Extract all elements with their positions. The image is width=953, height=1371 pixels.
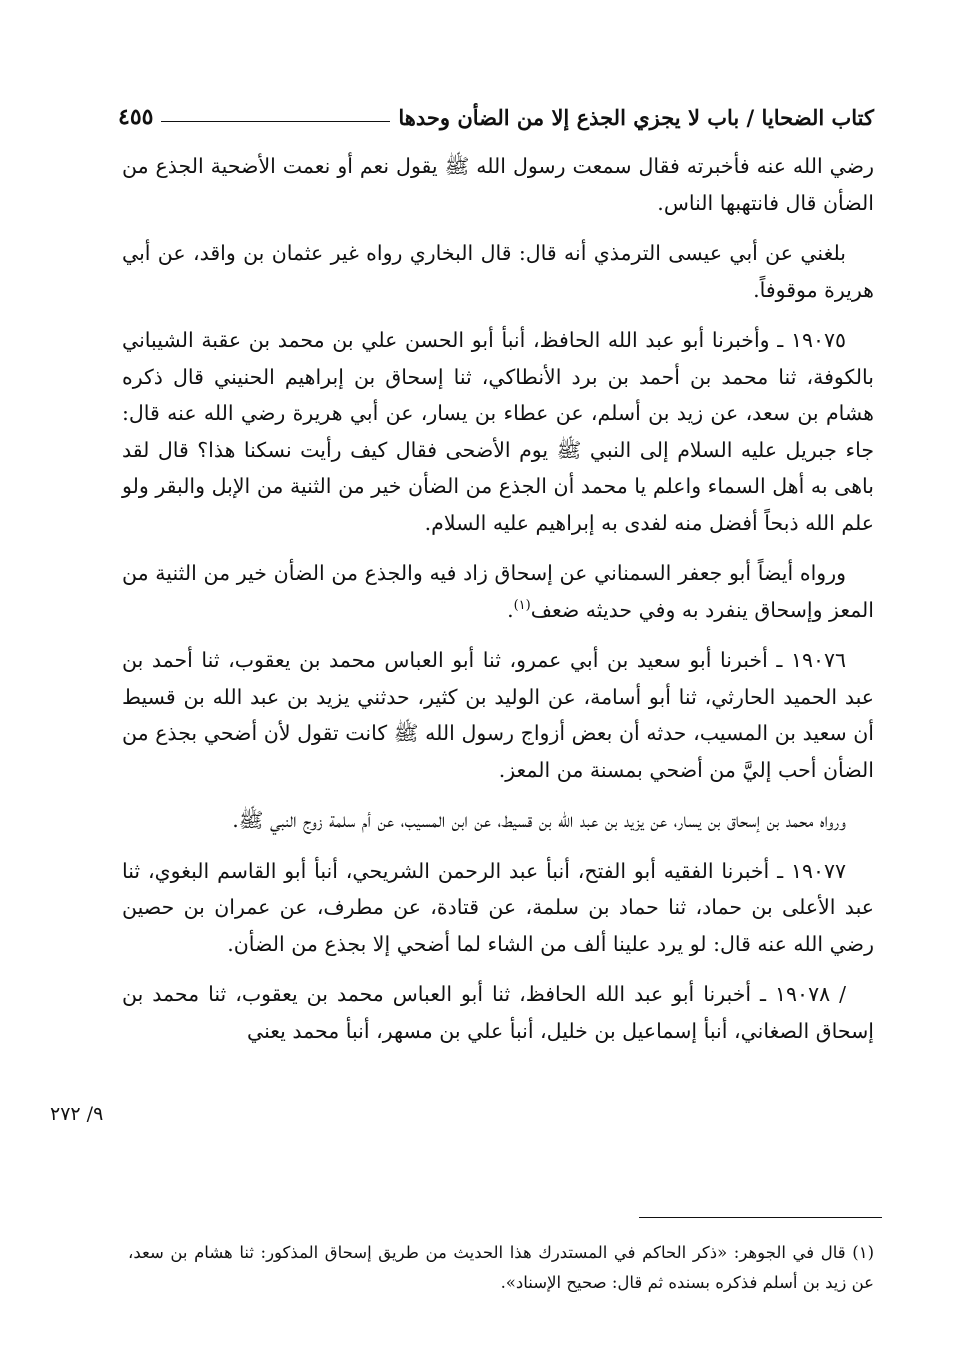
paragraph: ١٩٠٧٦ ـ أخبرنا أبو سعيد بن أبي عمرو، ثنا أبو العباس محمد بن يعقوب، ثنا أحمد بن عبد الحميد الحارثي، ثنا أبو أسامة، عن الوليد بن كثير، حدثني يزيد بن عبد الله بن قسيط أن سعيد بن المسيب، حدثه أن بعض أزواج رسول الله ﷺ كانت تقول لأن أضحي بجذع من الضأن أحب إليَّ من أضحي بمسنة من المعز.	[122, 648, 874, 782]
paragraph: ١٩٠٧٧ ـ أخبرنا الفقيه أبو الفتح، أنبأ عبد الرحمن الشريحي، أنبأ أبو القاسم البغوي، ثنا عبد الأعلى بن حماد، ثنا حماد بن سلمة، عن قتادة، عن مطرف، عن عمران بن حصين رضي الله عنه قال: لو يرد علينا ألف من الشاء لما أضحي إلا بجذع من الضأن.	[122, 858, 874, 956]
paragraph: ١٩٠٧٥ ـ وأخبرنا أبو عبد الله الحافظ، أنبأ أبو الحسن علي بن محمد بن عقبة الشيباني بالكوفة، ثنا محمد بن أحمد بن برد الأنطاكي، ثنا إسحاق بن إبراهيم الحنيني قال ذكره هشام بن سعد، عن زيد بن أسلم، عن عطاء بن يسار، عن أبي هريرة رضي الله عنه قال: جاء جبريل عليه السلام إلى النبي ﷺ يوم الأضحى فقال كيف رأيت نسكنا هذا؟ قال لقد باهى به أهل السماء واعلم يا محمد أن الجذع من الضأن خير من الثنية من الإبل والبقر ولو علم الله ذبحاً أفضل منه لفدى به إبراهيم عليه السلام.	[122, 328, 874, 535]
paragraph: ورواه محمد بن إسحاق بن يسار، عن يزيد بن عبد الله بن قسيط، عن ابن المسيب، عن أم سلمة زوج النبي ﷺ.	[232, 808, 846, 832]
footnote-reference[interactable]: (١)	[513, 597, 531, 613]
footnote-divider	[639, 1217, 882, 1218]
footnote: (١) قال في الجوهر: «ذكر الحاكم في المستدرك هذا الحديث من طريق إسحاق المذكور: ثنا هشام بن سعد، عن زيد بن أسلم فذكره بسنده ثم قال: صحيح الإسناد».	[128, 1243, 874, 1292]
paragraph: رضي الله عنه فأخبرته فقال سمعت رسول الله ﷺ يقول نعم أو نعمت الأضحية الجذع من الضأن قال فانتهبها الناس.	[122, 154, 874, 215]
page-number: ٤٥٥	[118, 104, 154, 130]
paragraph-text: ورواه أيضاً أبو جعفر السمناني عن إسحاق زاد فيه والجذع من الضأن خير من الثنية من المعز وإسحاق ينفرد به وفي حديثه ضعف	[122, 561, 874, 622]
paragraph: / ١٩٠٧٨ ـ أخبرنا أبو عبد الله الحافظ، ثنا أبو العباس محمد بن يعقوب، ثنا محمد بن إسحاق الصغاني، أنبأ إسماعيل بن خليل، أنبأ علي بن مسهر، أنبأ محمد يعني	[122, 982, 874, 1043]
header-rule	[161, 121, 390, 122]
margin-volume-page-reference: ٩/ ٢٧٢	[50, 1103, 104, 1125]
header-title: كتاب الضحايا / باب لا يجزي الجذع إلا من الضأن وحدها	[398, 105, 874, 130]
paragraph-end: .	[507, 597, 514, 622]
paragraph: بلغني عن أبي عيسى الترمذي أنه قال: قال البخاري رواه غير عثمان بن واقد، عن أبي هريرة موقوفاً.	[122, 241, 874, 302]
body-text	[122, 148, 874, 1063]
running-header	[118, 96, 874, 130]
paragraph	[122, 555, 874, 628]
